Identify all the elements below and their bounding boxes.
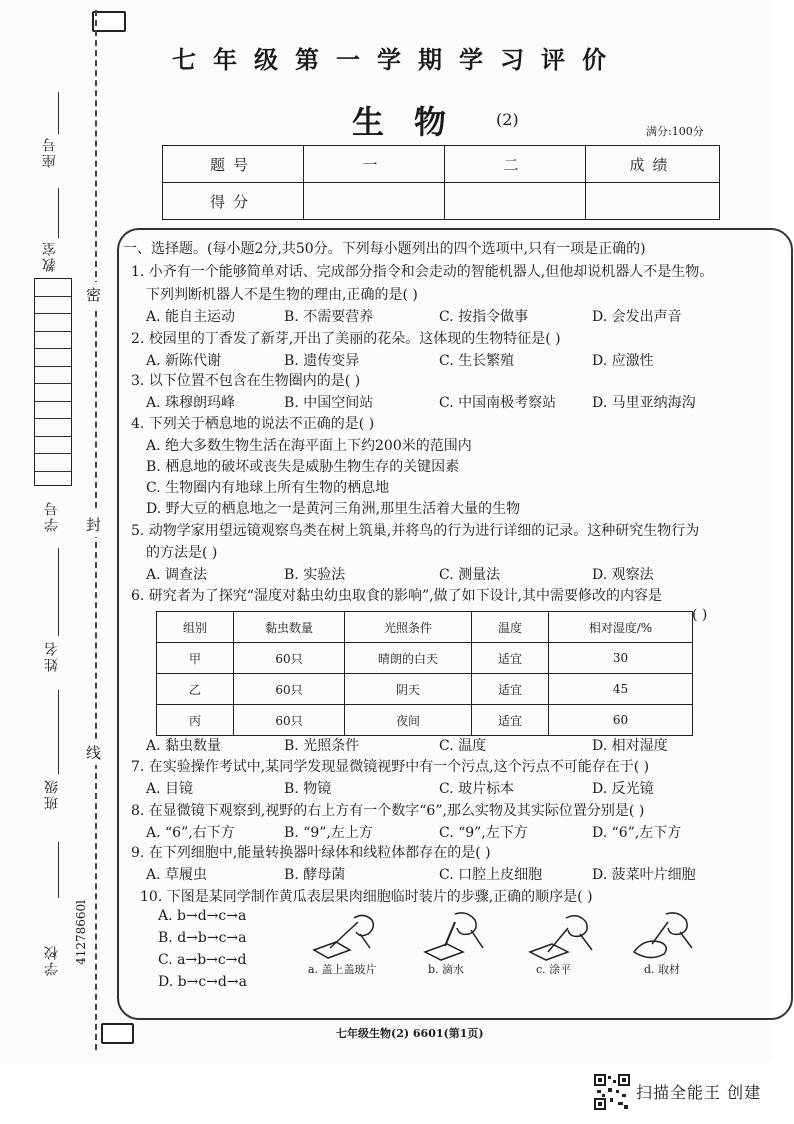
q2-stem: 2. 校园里的丁香发了新芽,开出了美丽的花朵。这体现的生物特征是( ) — [131, 331, 561, 347]
experiment-cell: 夜间 — [345, 705, 472, 736]
q5-option-b[interactable]: B. 实验法 — [284, 567, 346, 583]
q8-stem: 8. 在显微镜下观察到,视野的右上方有一个数字“6”,那么实物及其实际位置分别是( ) — [131, 803, 645, 819]
score-table — [162, 145, 720, 220]
experiment-cell: 45 — [549, 674, 693, 705]
score-header-row — [163, 146, 720, 183]
paper-code: 41278660l — [74, 900, 88, 965]
q8-option-b[interactable]: B. “9”,左上方 — [284, 825, 373, 841]
section-heading: 一、选择题。(每小题2分,共50分。下列每小题列出的四个选项中,只有一项是正确的) — [123, 241, 646, 257]
q7-option-b[interactable]: B. 物镜 — [284, 781, 332, 797]
q9-option-a[interactable]: A. 草履虫 — [146, 867, 208, 883]
q6-option-a[interactable]: A. 黏虫数量 — [146, 738, 222, 754]
experiment-cell: 甲 — [157, 643, 234, 674]
q1-stem-2: 下列判断机器人不是生物的理由,正确的是( ) — [146, 287, 418, 303]
q8-option-a[interactable]: A. “6”,右下方 — [146, 825, 235, 841]
q5-option-c[interactable]: C. 测量法 — [439, 567, 501, 583]
qr-code-icon — [594, 1074, 630, 1110]
q7-stem: 7. 在实验操作考试中,某同学发现显微镜视野中有一个污点,这个污点不可能存在于( ) — [131, 759, 650, 775]
q7-option-d[interactable]: D. 反光镜 — [592, 781, 654, 797]
experiment-cell: 30 — [549, 643, 693, 674]
q4-option-a[interactable]: A. 绝大多数生物生活在海平面上下约200米的范围内 — [146, 438, 472, 454]
q6-option-b[interactable]: B. 光照条件 — [284, 738, 360, 754]
q7-option-c[interactable]: C. 玻片标本 — [439, 781, 515, 797]
experiment-cell: 乙 — [157, 674, 234, 705]
scanner-watermark: 扫描全能王 创建 — [636, 1083, 762, 1102]
experiment-cell: 晴朗的白天 — [345, 643, 472, 674]
q2-option-d[interactable]: D. 应激性 — [592, 353, 654, 369]
score-cell: 一 — [304, 146, 445, 183]
q5-stem-2: 的方法是( ) — [146, 545, 218, 561]
seal-xian: 线 — [86, 740, 101, 765]
seal-feng: 封 — [86, 512, 101, 537]
page-footer: 七年级生物(2) 6601(第1页) — [336, 1027, 484, 1040]
q5-option-a[interactable]: A. 调查法 — [146, 567, 208, 583]
experiment-header-cell: 黏虫数量 — [234, 612, 345, 643]
q5-option-d[interactable]: D. 观察法 — [592, 567, 654, 583]
q3-option-a[interactable]: A. 珠穆朗玛峰 — [146, 395, 236, 411]
score-value-row — [163, 183, 720, 220]
corner-box-bottom — [101, 1023, 134, 1044]
q9-stem: 9. 在下列细胞中,能量转换器叶绿体和线粒体都存在的是( ) — [131, 845, 491, 861]
q6-option-c[interactable]: C. 温度 — [439, 738, 487, 754]
caption-step-d: d. 取材 — [644, 963, 681, 976]
label-class: 班级 — [44, 778, 60, 810]
line-seat — [58, 92, 59, 134]
caption-step-a: a. 盖上盖玻片 — [308, 963, 377, 976]
experiment-cell: 60只 — [234, 705, 345, 736]
q4-option-b[interactable]: B. 栖息地的破坏或丧失是威胁生物生存的关键因素 — [146, 459, 460, 475]
experiment-header-cell: 相对湿度/% — [549, 612, 693, 643]
q3-option-c[interactable]: C. 中国南极考察站 — [439, 395, 557, 411]
experiment-row — [157, 705, 693, 736]
experiment-header-cell: 光照条件 — [345, 612, 472, 643]
q1-stem-1: 1. 小齐有一个能够简单对话、完成部分指令和会走动的智能机器人,但他却说机器人不是生物。 — [131, 264, 714, 280]
experiment-row — [157, 674, 693, 705]
line-classroom — [58, 188, 59, 238]
label-seat: 座号 — [42, 136, 58, 168]
q9-option-d[interactable]: D. 菠菜叶片细胞 — [592, 867, 696, 883]
score-input-cell[interactable] — [304, 183, 445, 220]
q10-option-d[interactable]: D. b→c→d→a — [158, 974, 247, 990]
q1-option-a[interactable]: A. 能自主运动 — [146, 309, 236, 325]
q9-option-b[interactable]: B. 酵母菌 — [284, 867, 346, 883]
score-cell: 成绩 — [586, 146, 720, 183]
q5-stem-1: 5. 动物学家用望远镜观察鸟类在树上筑巢,并将鸟的行为进行详细的记录。这种研究生物行为 — [131, 523, 700, 539]
experiment-cell: 阴天 — [345, 674, 472, 705]
q2-option-b[interactable]: B. 遗传变异 — [284, 353, 360, 369]
corner-box-top — [92, 11, 126, 32]
experiment-header-cell: 温度 — [472, 612, 549, 643]
line-name — [58, 548, 59, 636]
q6-option-d[interactable]: D. 相对湿度 — [592, 738, 668, 754]
line-class — [58, 690, 59, 774]
q3-stem: 3. 以下位置不包含在生物圈内的是( ) — [131, 373, 361, 389]
q2-option-a[interactable]: A. 新陈代谢 — [146, 353, 222, 369]
q6-answer-bracket: ( ) — [692, 607, 708, 623]
q1-option-d[interactable]: D. 会发出声音 — [592, 309, 682, 325]
experiment-table — [156, 611, 693, 736]
student-number-grid — [34, 278, 72, 486]
label-name: 姓名 — [44, 640, 60, 672]
subject-title: 生物 — [352, 103, 477, 141]
experiment-cell: 60 — [549, 705, 693, 736]
experiment-cell: 60只 — [234, 643, 345, 674]
q6-stem: 6. 研究者为了探究“湿度对黏虫幼虫取食的影响”,做了如下设计,其中需要修改的内容是 — [131, 588, 663, 604]
q9-option-c[interactable]: C. 口腔上皮细胞 — [439, 867, 543, 883]
score-cell: 得分 — [163, 183, 304, 220]
line-school — [58, 842, 59, 898]
q3-option-b[interactable]: B. 中国空间站 — [284, 395, 374, 411]
caption-step-b: b. 滴水 — [428, 963, 465, 976]
score-cell: 题号 — [163, 146, 304, 183]
label-school: 学校 — [44, 944, 60, 976]
subject-volume: (2) — [496, 110, 519, 129]
q10-stem: 10. 下图是某同学制作黄瓜表层果肉细胞临时装片的步骤,正确的顺序是( ) — [140, 889, 593, 905]
experiment-cell: 适宜 — [472, 705, 549, 736]
score-input-cell[interactable] — [586, 183, 720, 220]
label-student-no: 学号 — [44, 500, 60, 532]
q4-option-d[interactable]: D. 野大豆的栖息地之一是黄河三角洲,那里生活着大量的生物 — [146, 501, 521, 517]
q7-option-a[interactable]: A. 目镜 — [146, 781, 194, 797]
experiment-cell: 适宜 — [472, 674, 549, 705]
label-classroom: 教室 — [42, 240, 58, 272]
q4-option-c[interactable]: C. 生物圈内有地球上所有生物的栖息地 — [146, 480, 390, 496]
exam-title: 七年级第一学期学习评价 — [172, 45, 623, 74]
q1-option-c[interactable]: C. 按指令做事 — [439, 309, 529, 325]
q2-option-c[interactable]: C. 生长繁殖 — [439, 353, 515, 369]
experiment-cell: 60只 — [234, 674, 345, 705]
experiment-header-row — [157, 612, 693, 643]
q4-stem: 4. 下列关于栖息地的说法不正确的是( ) — [131, 416, 375, 432]
q8-option-c[interactable]: C. “9”,左下方 — [439, 825, 528, 841]
experiment-cell: 丙 — [157, 705, 234, 736]
full-mark: 满分:100分 — [646, 125, 704, 138]
experiment-row — [157, 643, 693, 674]
q10-option-c[interactable]: C. a→b→c→d — [158, 952, 247, 968]
score-input-cell[interactable] — [445, 183, 586, 220]
experiment-header-cell: 组别 — [157, 612, 234, 643]
q3-option-d[interactable]: D. 马里亚纳海沟 — [592, 395, 696, 411]
q10-option-b[interactable]: B. d→b→c→a — [158, 930, 247, 946]
score-cell: 二 — [445, 146, 586, 183]
q1-option-b[interactable]: B. 不需要营养 — [284, 309, 374, 325]
caption-step-c: c. 涂平 — [536, 963, 572, 976]
q10-option-a[interactable]: A. b→d→c→a — [158, 908, 247, 924]
experiment-cell: 适宜 — [472, 643, 549, 674]
seal-mi: 密 — [86, 282, 101, 307]
q8-option-d[interactable]: D. “6”,左下方 — [592, 825, 682, 841]
